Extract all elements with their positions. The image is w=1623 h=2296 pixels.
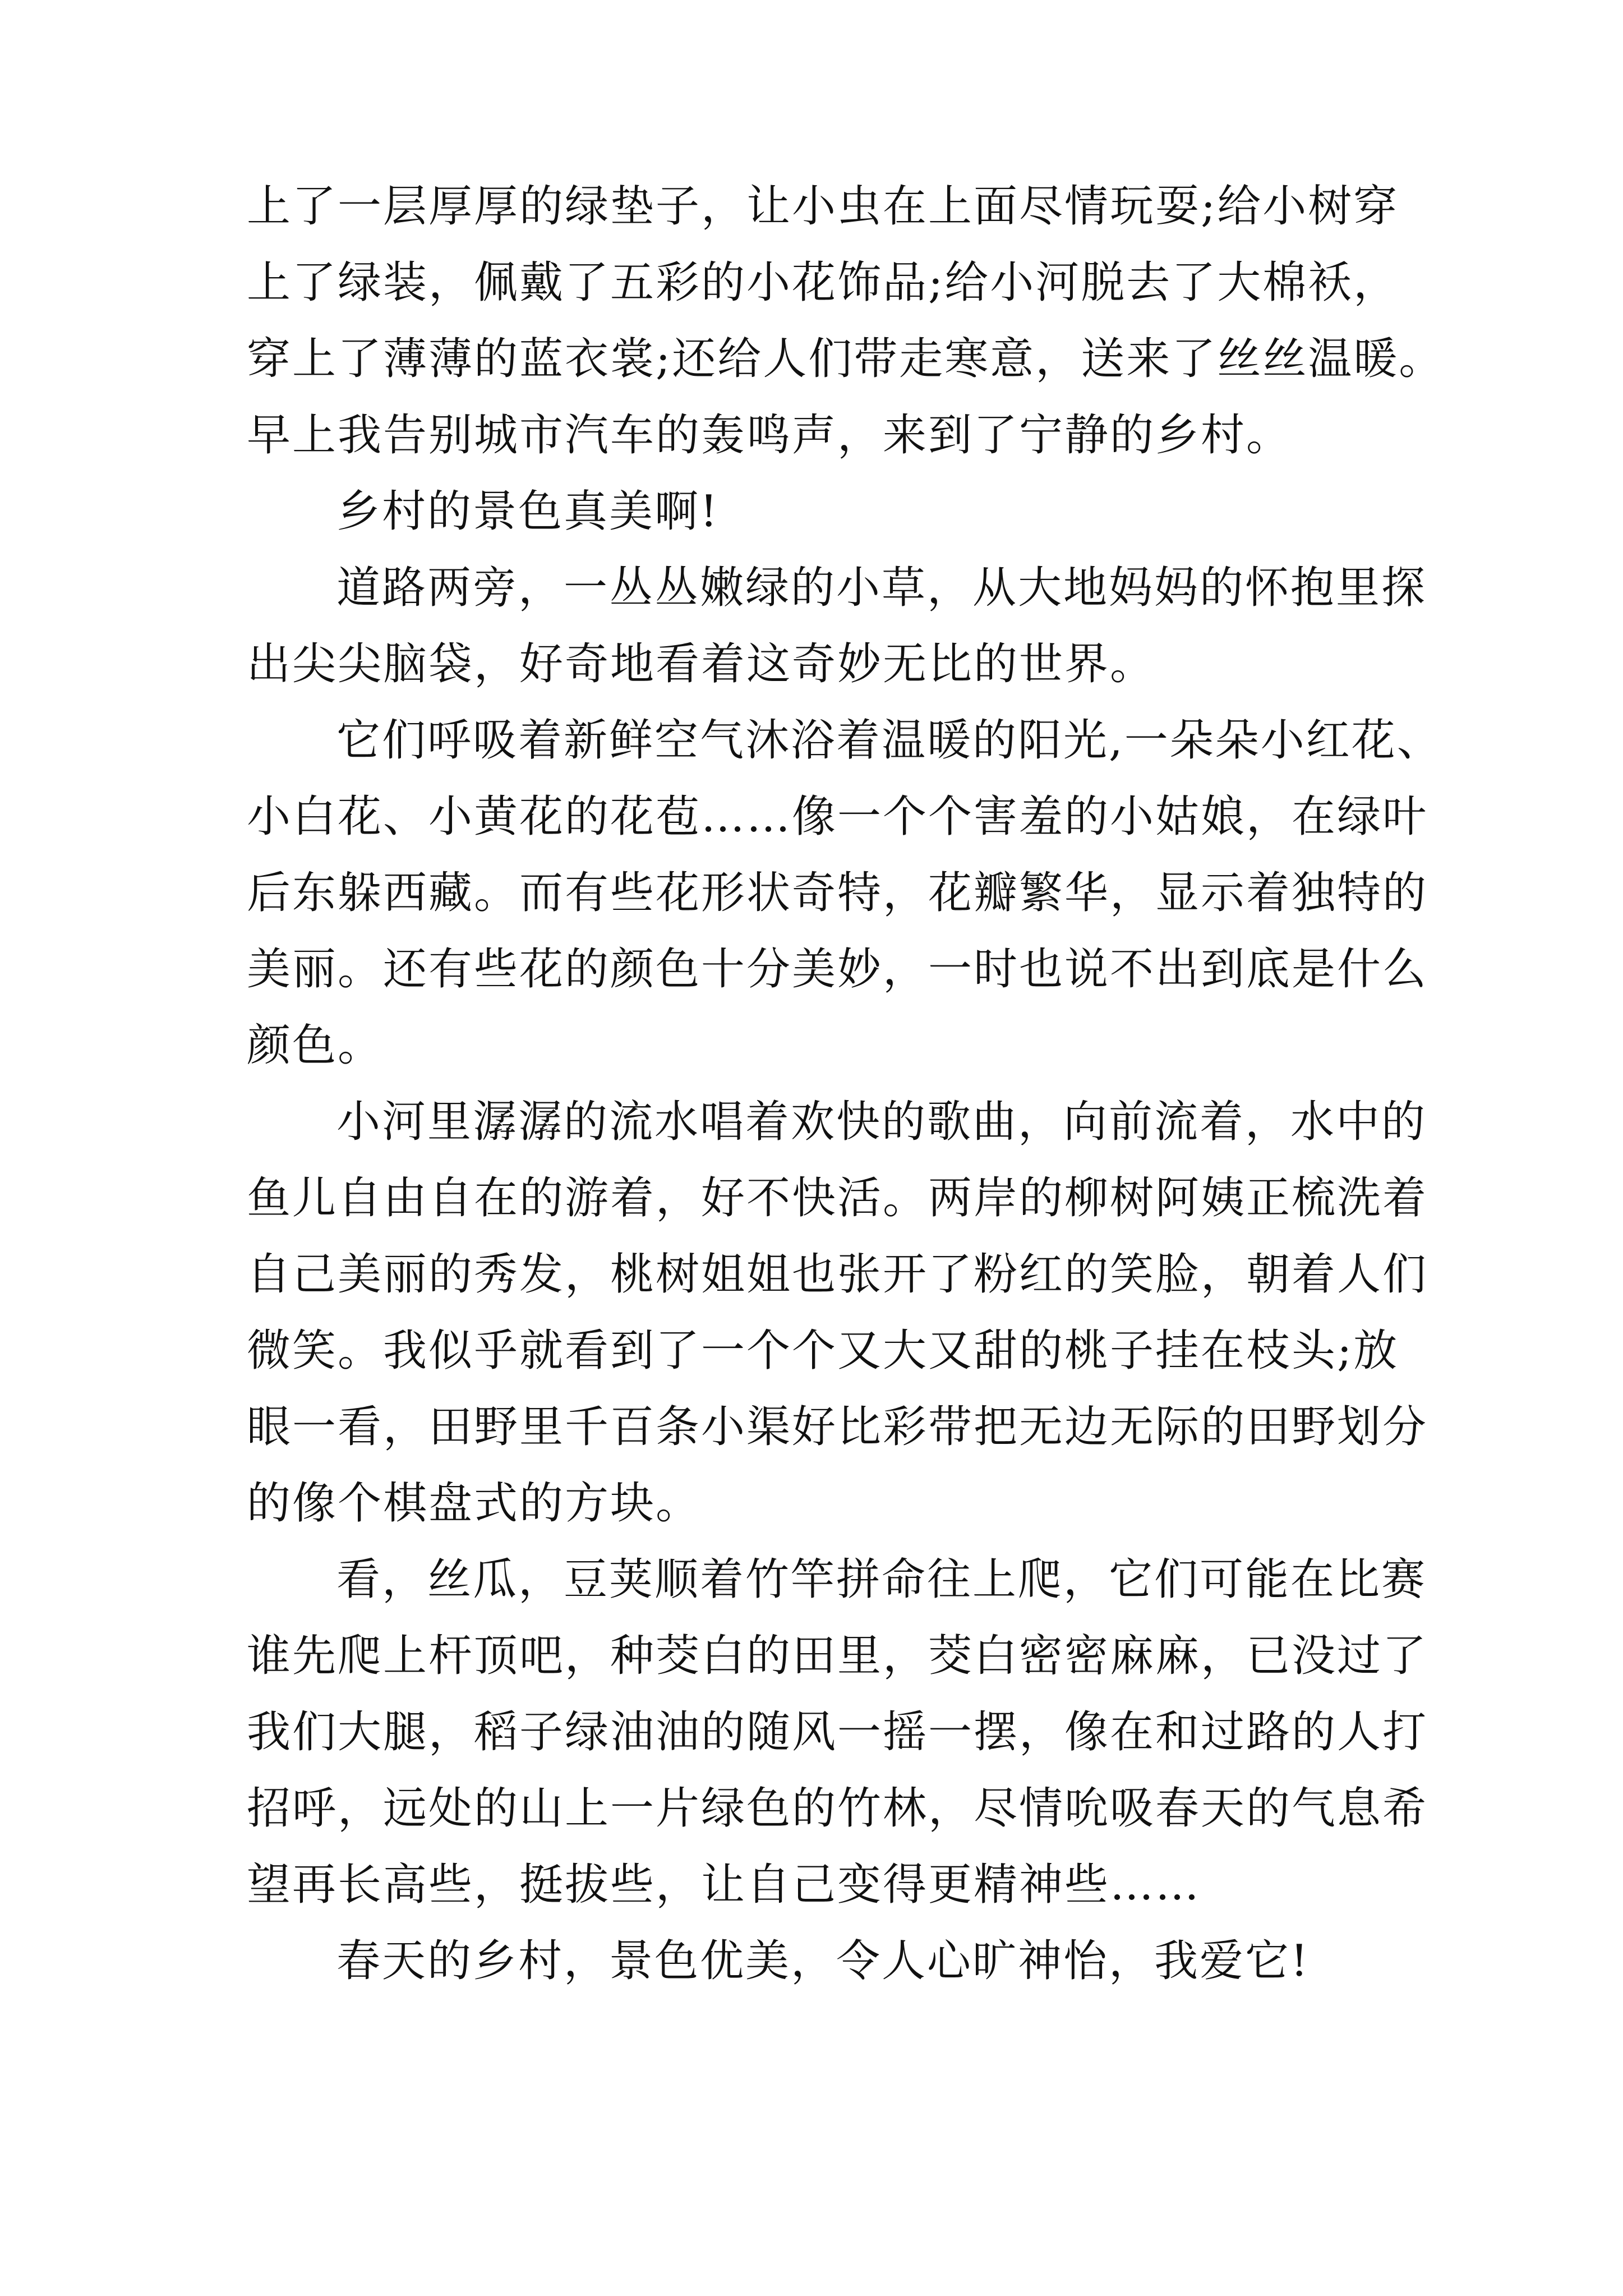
- text-line: 它们呼吸着新鲜空气沐浴着温暖的阳光,一朵朵小红花、: [336, 715, 1442, 766]
- text-line: 颜色。: [247, 1020, 384, 1071]
- text-line: 小白花、小黄花的花苞……像一个个害羞的小姑娘，在绿叶: [247, 792, 1428, 842]
- text-line: 早上我告别城市汽车的轰鸣声，来到了宁静的乡村。: [247, 410, 1292, 461]
- text-line: 乡村的景色真美啊!: [336, 486, 720, 537]
- text-line: 上了一层厚厚的绿垫子，让小虫在上面尽情玩耍;给小树穿: [247, 181, 1399, 232]
- text-line: 小河里潺潺的流水唱着欢快的歌曲，向前流着，水中的: [336, 1097, 1427, 1147]
- text-line: 的像个棋盘式的方块。: [247, 1478, 702, 1529]
- text-line: 美丽。还有些花的颜色十分美妙，一时也说不出到底是什么: [247, 944, 1428, 995]
- essay-text: [247, 168, 1445, 1999]
- text-line: 后东躲西藏。而有些花形状奇特，花瓣繁华，显示着独特的: [247, 868, 1428, 918]
- text-line: 鱼儿自由自在的游着，好不快活。两岸的柳树阿姨正梳洗着: [247, 1173, 1428, 1223]
- text-line: 春天的乡村，景色优美，令人心旷神怡，我爱它!: [336, 1936, 1310, 1986]
- text-line: 上了绿装，佩戴了五彩的小花饰品;给小河脱去了大棉袄，: [247, 257, 1399, 308]
- text-line: 我们大腿，稻子绿油油的随风一摇一摆，像在和过路的人打: [247, 1707, 1428, 1757]
- text-line: 眼一看，田野里千百条小渠好比彩带把无边无际的田野划分: [247, 1402, 1428, 1452]
- text-line: 谁先爬上杆顶吧，种茭白的田里，茭白密密麻麻，已没过了: [247, 1631, 1428, 1681]
- text-line: 招呼，远处的山上一片绿色的竹林，尽情吮吸春天的气息希: [247, 1783, 1428, 1834]
- text-line: 微笑。我似乎就看到了一个个又大又甜的桃子挂在枝头;放: [247, 1326, 1399, 1376]
- text-line: 看，丝瓜，豆荚顺着竹竿拼命往上爬，它们可能在比赛: [336, 1554, 1427, 1605]
- text-line: 道路两旁，一丛丛嫩绿的小草，从大地妈妈的怀抱里探: [336, 563, 1427, 613]
- text-line: 自己美丽的秀发，桃树姐姐也张开了粉红的笑脸，朝着人们: [247, 1249, 1428, 1300]
- text-line: 出尖尖脑袋，好奇地看着这奇妙无比的世界。: [247, 639, 1156, 689]
- text-line: 穿上了薄薄的蓝衣裳;还给人们带走寒意，送来了丝丝温暖。: [247, 334, 1445, 384]
- text-line: 望再长高些，挺拔些，让自己变得更精神些……: [247, 1860, 1201, 1910]
